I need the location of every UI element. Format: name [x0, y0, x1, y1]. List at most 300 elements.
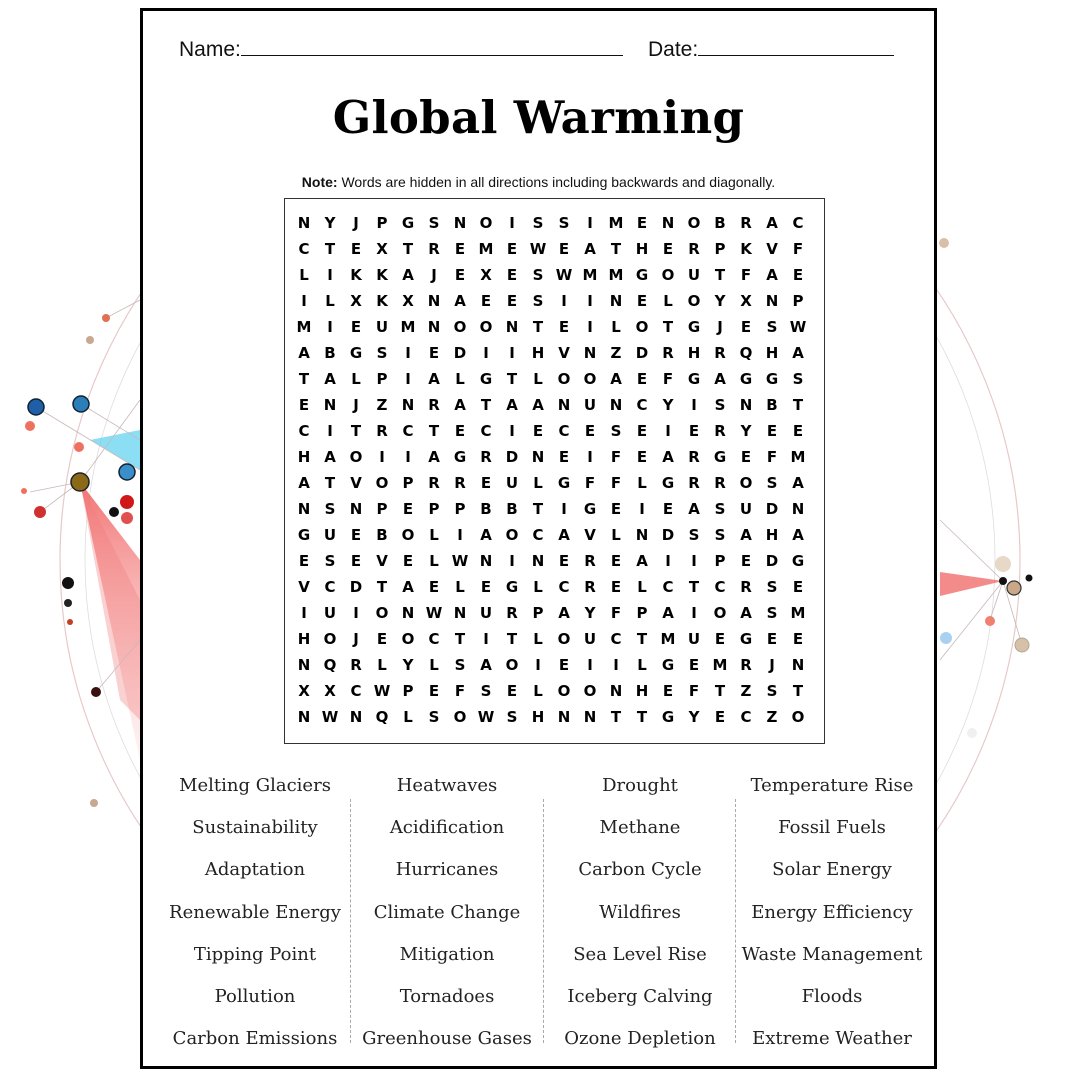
grid-letter: I [613, 656, 619, 674]
grid-letter: S [428, 708, 440, 726]
grid-letter: I [561, 292, 567, 310]
grid-letter: R [714, 344, 726, 362]
grid-row [291, 704, 811, 730]
grid-letter: A [480, 526, 492, 544]
grid-letter: I [639, 500, 645, 518]
grid-letter: E [350, 552, 362, 570]
grid-letter: E [636, 292, 648, 310]
grid-letter: N [453, 214, 467, 232]
grid-letter: B [480, 500, 492, 518]
word-list-item: Pollution [214, 985, 296, 1007]
grid-letter: A [402, 266, 414, 284]
grid-letter: E [558, 240, 570, 258]
grid-letter: I [327, 422, 333, 440]
grid-letter: S [688, 526, 700, 544]
grid-letter: G [713, 448, 727, 466]
grid-letter: X [740, 292, 752, 310]
grid-letter: T [610, 708, 622, 726]
grid-letter: T [636, 708, 648, 726]
grid-letter: L [611, 526, 621, 544]
grid-letter: W [529, 240, 547, 258]
grid-letter: O [791, 708, 805, 726]
grid-letter: C [662, 578, 674, 596]
grid-letter: G [557, 474, 571, 492]
grid-letter: A [480, 656, 492, 674]
grid-letter: N [661, 214, 675, 232]
grid-letter: G [297, 526, 311, 544]
grid-letter: G [687, 318, 701, 336]
word-list-item: Energy Efficiency [751, 901, 913, 923]
grid-letter: S [558, 214, 570, 232]
grid-letter: T [298, 370, 310, 388]
grid-letter: M [478, 240, 494, 258]
word-list-item: Ozone Depletion [564, 1028, 716, 1050]
grid-letter: J [717, 318, 723, 336]
grid-letter: R [428, 396, 440, 414]
grid-letter: E [454, 422, 466, 440]
grid-letter: C [480, 422, 492, 440]
grid-letter: Q [323, 656, 337, 674]
grid-letter: A [766, 266, 778, 284]
grid-letter: A [636, 552, 648, 570]
grid-letter: K [350, 266, 362, 284]
grid-letter: J [353, 214, 359, 232]
grid-letter: T [662, 318, 674, 336]
grid-letter: A [558, 604, 570, 622]
grid-letter: X [350, 292, 362, 310]
grid-letter: F [454, 682, 466, 700]
grid-letter: U [739, 500, 753, 518]
grid-letter: E [428, 578, 440, 596]
grid-letter: D [453, 344, 467, 362]
grid-letter: S [376, 344, 388, 362]
name-blank-line [241, 37, 623, 56]
grid-letter: R [662, 344, 674, 362]
grid-letter: P [402, 682, 414, 700]
grid-letter: G [583, 500, 597, 518]
grid-letter: T [610, 240, 622, 258]
grid-letter: T [506, 630, 518, 648]
grid-letter: R [480, 448, 492, 466]
word-list-item: Greenhouse Gases [362, 1028, 532, 1050]
grid-letter: L [637, 578, 647, 596]
grid-letter: N [791, 656, 805, 674]
word-list-item: Melting Glaciers [179, 775, 331, 796]
grid-letter: N [739, 396, 753, 414]
grid-letter: D [349, 578, 363, 596]
grid-letter: R [454, 474, 466, 492]
grid-letter: C [402, 422, 414, 440]
grid-letter: N [531, 552, 545, 570]
grid-letter: L [637, 474, 647, 492]
grid-letter: H [297, 630, 311, 648]
grid-letter: S [532, 266, 544, 284]
grid-letter: A [740, 604, 752, 622]
grid-letter: A [766, 214, 778, 232]
grid-letter: V [584, 526, 596, 544]
instructions-note [143, 174, 934, 190]
grid-letter: L [533, 682, 543, 700]
grid-letter: L [533, 370, 543, 388]
grid-letter: R [428, 240, 440, 258]
grid-letter: I [691, 604, 697, 622]
grid-letter: A [428, 370, 440, 388]
grid-letter: R [714, 474, 726, 492]
grid-letter: O [453, 318, 467, 336]
word-list-item: Solar Energy [772, 859, 892, 881]
grid-letter: S [766, 682, 778, 700]
grid-letter: N [427, 318, 441, 336]
grid-letter: I [327, 266, 333, 284]
grid-letter: S [766, 604, 778, 622]
grid-letter: W [555, 266, 573, 284]
grid-letter: S [454, 656, 466, 674]
grid-letter: E [792, 630, 804, 648]
grid-letter: G [739, 630, 753, 648]
grid-letter: N [297, 500, 311, 518]
grid-letter: J [431, 266, 437, 284]
grid-letter: F [740, 266, 752, 284]
grid-row [291, 574, 811, 600]
grid-letter: K [376, 292, 388, 310]
grid-letter: E [740, 318, 752, 336]
grid-letter: E [558, 552, 570, 570]
grid-letter: V [350, 474, 362, 492]
grid-letter: I [405, 370, 411, 388]
name-label: Name: [179, 38, 241, 61]
grid-letter: L [299, 266, 309, 284]
date-field [648, 37, 894, 62]
grid-letter: A [324, 448, 336, 466]
grid-letter: V [558, 344, 570, 362]
grid-letter: I [405, 448, 411, 466]
grid-letter: O [557, 682, 571, 700]
grid-letter: U [505, 474, 519, 492]
grid-letter: Y [324, 214, 336, 232]
grid-letter: M [790, 604, 806, 622]
word-list-item: Acidification [389, 817, 505, 839]
grid-letter: T [376, 578, 388, 596]
page-title: Global Warming [332, 91, 745, 144]
grid-letter: F [792, 240, 804, 258]
grid-letter: N [531, 448, 545, 466]
grid-letter: E [558, 656, 570, 674]
grid-letter: E [610, 500, 622, 518]
grid-letter: H [687, 344, 701, 362]
grid-letter: Z [766, 708, 778, 726]
grid-letter: E [402, 500, 414, 518]
grid-letter: F [610, 604, 622, 622]
grid-letter: A [610, 370, 622, 388]
grid-letter: E [792, 578, 804, 596]
grid-letter: O [323, 630, 337, 648]
grid-row [291, 522, 811, 548]
grid-letter: N [583, 344, 597, 362]
grid-letter: N [297, 214, 311, 232]
grid-letter: E [714, 708, 726, 726]
grid-letter: G [791, 552, 805, 570]
grid-letter: E [506, 240, 518, 258]
word-list-item: Waste Management [741, 943, 923, 965]
grid-letter: O [505, 656, 519, 674]
grid-letter: G [765, 370, 779, 388]
grid-letter: D [635, 344, 649, 362]
grid-letter: W [477, 708, 495, 726]
grid-letter: E [558, 318, 570, 336]
grid-letter: E [428, 682, 440, 700]
grid-letter: F [662, 370, 674, 388]
grid-letter: K [740, 240, 752, 258]
grid-letter: O [505, 526, 519, 544]
grid-letter: A [662, 604, 674, 622]
grid-letter: C [558, 578, 570, 596]
grid-letter: P [376, 214, 388, 232]
grid-letter: L [663, 292, 673, 310]
grid-letter: E [714, 630, 726, 648]
grid-letter: T [792, 396, 804, 414]
grid-letter: E [454, 240, 466, 258]
grid-letter: P [402, 474, 414, 492]
grid-letter: O [453, 708, 467, 726]
grid-letter: N [401, 396, 415, 414]
grid-letter: G [739, 370, 753, 388]
grid-letter: O [583, 370, 597, 388]
word-list-item: Methane [599, 817, 681, 839]
grid-letter: I [665, 552, 671, 570]
word-list-item: Climate Change [373, 901, 521, 923]
grid-letter: E [766, 630, 778, 648]
grid-letter: A [792, 526, 804, 544]
grid-letter: B [766, 396, 778, 414]
grid-letter: N [453, 604, 467, 622]
grid-letter: O [557, 370, 571, 388]
grid-letter: A [688, 500, 700, 518]
grid-letter: I [483, 630, 489, 648]
grid-letter: G [635, 266, 649, 284]
grid-letter: A [792, 344, 804, 362]
grid-letter: E [532, 422, 544, 440]
grid-letter: A [428, 448, 440, 466]
grid-letter: E [792, 266, 804, 284]
word-column [736, 771, 928, 1066]
grid-letter: L [533, 630, 543, 648]
grid-letter: I [587, 656, 593, 674]
grid-letter: C [350, 682, 362, 700]
grid-letter: Q [375, 708, 389, 726]
grid-letter: X [480, 266, 492, 284]
grid-letter: N [609, 396, 623, 414]
grid-letter: L [429, 526, 439, 544]
grid-letter: C [636, 396, 648, 414]
grid-letter: U [687, 266, 701, 284]
grid-letter: E [350, 526, 362, 544]
grid-letter: A [532, 396, 544, 414]
grid-letter: I [457, 526, 463, 544]
grid-letter: X [376, 240, 388, 258]
grid-letter: I [587, 292, 593, 310]
grid-letter: U [583, 396, 597, 414]
grid-letter: M [296, 318, 312, 336]
grid-letter: O [375, 474, 389, 492]
word-list-item: Carbon Emissions [172, 1028, 338, 1050]
grid-letter: H [635, 682, 649, 700]
grid-letter: L [351, 370, 361, 388]
grid-letter: C [532, 526, 544, 544]
grid-letter: A [324, 370, 336, 388]
grid-letter: A [454, 396, 466, 414]
grid-letter: E [610, 552, 622, 570]
grid-letter: A [792, 474, 804, 492]
grid-letter: M [608, 214, 624, 232]
grid-letter: B [376, 526, 388, 544]
grid-letter: T [454, 630, 466, 648]
grid-row [291, 392, 811, 418]
grid-letter: H [531, 708, 545, 726]
grid-letter: L [455, 578, 465, 596]
grid-letter: I [509, 214, 515, 232]
grid-letter: S [610, 422, 622, 440]
grid-letter: R [688, 240, 700, 258]
grid-letter: S [714, 526, 726, 544]
word-list-item: Mitigation [399, 943, 495, 965]
grid-letter: E [480, 474, 492, 492]
grid-letter: S [714, 396, 726, 414]
grid-letter: W [321, 708, 339, 726]
grid-letter: T [714, 682, 726, 700]
grid-letter: L [533, 474, 543, 492]
grid-letter: R [506, 604, 518, 622]
grid-letter: E [506, 682, 518, 700]
grid-letter: N [323, 396, 337, 414]
grid-letter: I [379, 448, 385, 466]
grid-letter: I [665, 422, 671, 440]
grid-letter: T [428, 422, 440, 440]
grid-letter: M [608, 266, 624, 284]
grid-letter: O [401, 630, 415, 648]
grid-letter: T [402, 240, 414, 258]
grid-letter: S [506, 708, 518, 726]
grid-letter: R [740, 656, 752, 674]
grid-letter: E [402, 552, 414, 570]
grid-letter: M [790, 448, 806, 466]
note-text: Words are hidden in all directions including backwards and diagonally. [337, 174, 776, 190]
grid-letter: W [373, 682, 391, 700]
grid-letter: S [324, 500, 336, 518]
grid-letter: V [766, 240, 778, 258]
grid-letter: Y [688, 708, 700, 726]
grid-letter: T [714, 266, 726, 284]
grid-row [291, 444, 811, 470]
grid-letter: T [792, 682, 804, 700]
grid-letter: H [765, 526, 779, 544]
grid-letter: E [454, 266, 466, 284]
grid-letter: C [610, 630, 622, 648]
grid-letter: O [479, 318, 493, 336]
grid-letter: I [691, 396, 697, 414]
grid-letter: I [587, 214, 593, 232]
grid-letter: L [637, 656, 647, 674]
grid-letter: N [609, 292, 623, 310]
grid-letter: C [558, 422, 570, 440]
grid-letter: F [766, 448, 778, 466]
grid-letter: L [455, 370, 465, 388]
grid-letter: O [401, 526, 415, 544]
grid-row [291, 314, 811, 340]
grid-letter: N [427, 292, 441, 310]
grid-letter: I [509, 552, 515, 570]
word-list-item: Extreme Weather [752, 1028, 912, 1050]
grid-letter: E [636, 214, 648, 232]
grid-letter: S [480, 682, 492, 700]
grid-letter: T [324, 474, 336, 492]
grid-letter: D [765, 500, 779, 518]
grid-letter: O [661, 266, 675, 284]
grid-letter: U [323, 604, 337, 622]
name-field [179, 37, 623, 62]
grid-letter: M [712, 656, 728, 674]
grid-letter: O [375, 604, 389, 622]
grid-letter: E [558, 448, 570, 466]
grid-letter: L [429, 656, 439, 674]
grid-letter: N [557, 708, 571, 726]
grid-letter: A [662, 448, 674, 466]
grid-letter: P [714, 552, 726, 570]
grid-letter: Y [714, 292, 726, 310]
grid-letter: E [584, 422, 596, 440]
grid-letter: E [480, 578, 492, 596]
grid-letter: N [635, 526, 649, 544]
grid-letter: O [713, 604, 727, 622]
grid-letter: O [349, 448, 363, 466]
grid-letter: R [688, 448, 700, 466]
grid-letter: U [375, 318, 389, 336]
grid-letter: P [376, 370, 388, 388]
grid-letter: H [765, 344, 779, 362]
grid-letter: N [791, 500, 805, 518]
grid-row [291, 288, 811, 314]
grid-row [291, 210, 811, 236]
grid-letter: G [661, 474, 675, 492]
grid-letter: N [297, 708, 311, 726]
word-list-item: Adaptation [204, 859, 306, 881]
grid-letter: Y [662, 396, 674, 414]
grid-letter: P [532, 604, 544, 622]
word-list-item: Sustainability [192, 817, 318, 839]
grid-letter: R [688, 474, 700, 492]
grid-row [291, 340, 811, 366]
word-list-item: Hurricanes [395, 859, 499, 881]
date-label: Date: [648, 38, 699, 61]
grid-letter: L [403, 708, 413, 726]
word-list-item: Tipping Point [193, 943, 317, 965]
grid-letter: I [561, 500, 567, 518]
grid-letter: T [350, 422, 362, 440]
grid-letter: S [714, 500, 726, 518]
grid-letter: T [480, 396, 492, 414]
grid-letter: G [661, 656, 675, 674]
grid-letter: I [353, 604, 359, 622]
grid-letter: A [740, 526, 752, 544]
grid-letter: P [636, 604, 648, 622]
grid-letter: A [402, 578, 414, 596]
word-list-item: Temperature Rise [750, 775, 914, 796]
grid-letter: O [557, 630, 571, 648]
grid-letter: S [532, 292, 544, 310]
grid-letter: S [428, 214, 440, 232]
grid-row [291, 548, 811, 574]
grid-letter: P [792, 292, 804, 310]
grid-letter: N [505, 318, 519, 336]
